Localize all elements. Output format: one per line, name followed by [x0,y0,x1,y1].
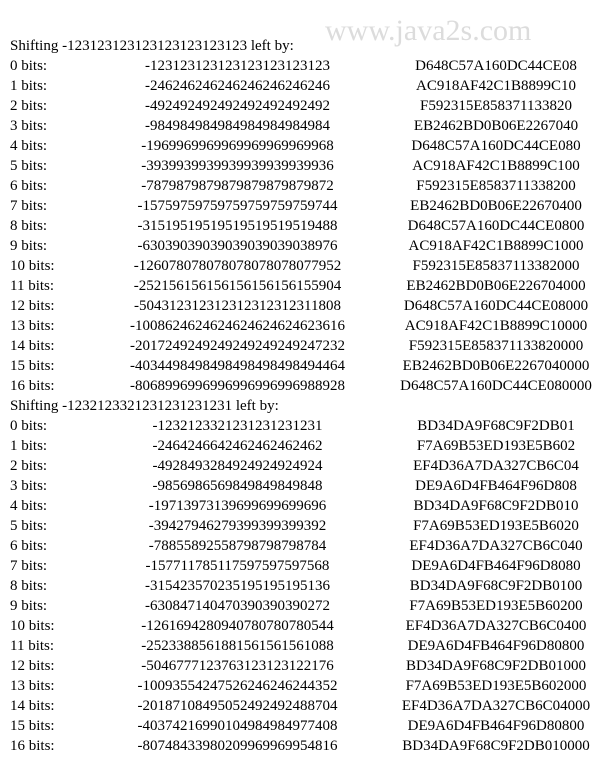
hex-value: DE9A6D4FB464F96D80800 [407,638,585,654]
shift-label: 11 bits: [10,278,55,294]
decimal-value: -2017249249249249249249247232 [130,338,345,354]
result-row [10,596,604,616]
hex-value: BD34DA9F68C9F2DB01 [417,418,575,434]
hex-value: F592315E858371133820000 [408,338,584,354]
result-list-2 [10,416,604,756]
decimal-value: -2464246642462462462462 [152,438,323,454]
shift-label: 5 bits: [10,518,48,534]
shift-label: 8 bits: [10,218,48,234]
result-row [10,736,604,756]
hex-value: D648C57A160DC44CE080000 [400,378,592,394]
decimal-value: -63039039039039039039038976 [137,238,338,254]
decimal-value: -4034498498498498498498494464 [130,358,345,374]
hex-value: AC918AF42C1B8899C1000 [408,238,584,254]
result-row [10,196,604,216]
result-row [10,456,604,476]
hex-value: F7A69B53ED193E5B60200 [409,598,583,614]
shift-label: 8 bits: [10,578,48,594]
shift-label: 5 bits: [10,158,48,174]
decimal-value: -9856986569849849849848 [152,478,323,494]
result-row [10,716,604,736]
result-row [10,416,604,436]
decimal-value: -4928493284924924924924 [152,458,323,474]
shift-label: 16 bits: [10,378,55,394]
result-row [10,176,604,196]
result-row [10,536,604,556]
shift-label: 14 bits: [10,338,55,354]
hex-value: EF4D36A7DA327CB6C0400 [405,618,587,634]
shift-label: 7 bits: [10,558,48,574]
hex-value: EB2462BD0B06E22670400 [410,198,582,214]
shift-label: 12 bits: [10,658,55,674]
hex-value: AC918AF42C1B8899C10000 [404,318,588,334]
shift-label: 6 bits: [10,178,48,194]
hex-value: DE9A6D4FB464F96D8080 [411,558,581,574]
result-row [10,376,604,396]
hex-value: F592315E858371133820 [420,98,572,114]
decimal-value: -2523388561881561561561088 [141,638,334,654]
result-row [10,236,604,256]
shift-label: 13 bits: [10,318,55,334]
decimal-value: -492492492492492492492492 [145,98,330,114]
hex-value: EF4D36A7DA327CB6C04 [413,458,579,474]
decimal-value: -19713973139699699699696 [148,498,327,514]
decimal-value: -39427946279399399399392 [148,518,327,534]
shift-label: 0 bits: [10,58,48,74]
hex-value: BD34DA9F68C9F2DB0100 [409,578,583,594]
shift-label: 0 bits: [10,418,48,434]
decimal-value: -78855892558798798798784 [148,538,327,554]
decimal-value: -1008624624624624624624623616 [130,318,345,334]
hex-value: BD34DA9F68C9F2DB010000 [402,738,590,754]
result-list-1 [10,56,604,396]
hex-value: EB2462BD0B06E226704000 [406,278,586,294]
decimal-value: -123123123123123123123123 [145,58,330,74]
decimal-value: -252156156156156156156155904 [133,278,342,294]
hex-value: AC918AF42C1B8899C10 [415,78,577,94]
hex-value: D648C57A160DC44CE080 [411,138,581,154]
result-row [10,436,604,456]
decimal-value: -504312312312312312312311808 [134,298,341,314]
result-row [10,116,604,136]
hex-value: EF4D36A7DA327CB6C04000 [401,698,591,714]
decimal-value: -630847140470390390390272 [145,598,330,614]
hex-value: EB2462BD0B06E2267040 [413,118,579,134]
hex-value: F592315E85837113382000 [412,258,580,274]
decimal-value: -40374216990104984984977408 [137,718,338,734]
shift-label: 2 bits: [10,98,48,114]
result-row [10,96,604,116]
shift-label: 3 bits: [10,118,48,134]
shift-label: 14 bits: [10,698,55,714]
result-row [10,556,604,576]
result-row [10,136,604,156]
hex-value: D648C57A160DC44CE0800 [407,218,585,234]
result-row [10,696,604,716]
shift-section-2 [10,396,604,756]
result-row [10,336,604,356]
result-row [10,656,604,676]
watermark-text: www.java2s.com [325,14,532,47]
decimal-value: -315423570235195195195136 [145,578,330,594]
result-row [10,356,604,376]
hex-value: BD34DA9F68C9F2DB010 [413,498,579,514]
shift-output [10,36,604,756]
shift-label: 10 bits: [10,618,55,634]
decimal-value: -157711785117597597597568 [145,558,330,574]
shift-label: 7 bits: [10,198,48,214]
hex-value: F7A69B53ED193E5B602000 [405,678,587,694]
shift-label: 12 bits: [10,298,55,314]
decimal-value: -3939939939939939939939936 [141,158,334,174]
decimal-value: -1969969969969969969969968 [141,138,334,154]
section-heading: Shifting -1232123321231231231231 left by: [10,398,279,414]
shift-label: 4 bits: [10,138,48,154]
decimal-value: -1261694280940780780780544 [141,618,334,634]
decimal-value: -8068996996996996996996988928 [130,378,345,394]
decimal-value: -7879879879879879879879872 [141,178,334,194]
shift-label: 3 bits: [10,478,48,494]
result-row [10,56,604,76]
result-row [10,616,604,636]
result-row [10,496,604,516]
decimal-value: -126078078078078078078077952 [133,258,342,274]
hex-value: EF4D36A7DA327CB6C040 [409,538,583,554]
result-row [10,676,604,696]
shift-label: 9 bits: [10,238,48,254]
hex-value: D648C57A160DC44CE08000 [403,298,589,314]
hex-value: EB2462BD0B06E2267040000 [402,358,590,374]
hex-value: F7A69B53ED193E5B6020 [413,518,579,534]
section-heading: Shifting -123123123123123123123123 left by: [10,38,294,54]
decimal-value: -80748433980209969969954816 [137,738,338,754]
shift-label: 1 bits: [10,78,48,94]
decimal-value: -246246246246246246246246 [145,78,330,94]
shift-label: 9 bits: [10,598,48,614]
shift-label: 4 bits: [10,498,48,514]
hex-value: F592315E8583711338200 [416,178,576,194]
result-row [10,316,604,336]
hex-value: AC918AF42C1B8899C100 [412,158,580,174]
decimal-value: -20187108495052492492488704 [137,698,338,714]
shift-label: 15 bits: [10,718,55,734]
decimal-value: -10093554247526246246244352 [137,678,338,694]
hex-value: BD34DA9F68C9F2DB01000 [405,658,587,674]
hex-value: D648C57A160DC44CE08 [415,58,577,74]
shift-label: 13 bits: [10,678,55,694]
result-row [10,636,604,656]
shift-label: 2 bits: [10,458,48,474]
decimal-value: -1232123321231231231231 [152,418,323,434]
hex-value: F7A69B53ED193E5B602 [416,438,576,454]
hex-value: DE9A6D4FB464F96D80800 [407,718,585,734]
shift-label: 1 bits: [10,438,48,454]
shift-label: 11 bits: [10,638,55,654]
shift-section-1 [10,36,604,396]
result-row [10,216,604,236]
shift-label: 15 bits: [10,358,55,374]
result-row [10,516,604,536]
decimal-value: -15759759759759759759759744 [137,198,338,214]
result-row [10,576,604,596]
result-row [10,296,604,316]
decimal-value: -5046777123763123123122176 [141,658,334,674]
decimal-value: -984984984984984984984984 [145,118,330,134]
result-row [10,256,604,276]
shift-label: 10 bits: [10,258,55,274]
result-row [10,276,604,296]
shift-label: 16 bits: [10,738,55,754]
hex-value: DE9A6D4FB464F96D808 [415,478,577,494]
result-row [10,156,604,176]
decimal-value: -31519519519519519519519488 [137,218,338,234]
shift-label: 6 bits: [10,538,48,554]
result-row [10,476,604,496]
result-row [10,76,604,96]
